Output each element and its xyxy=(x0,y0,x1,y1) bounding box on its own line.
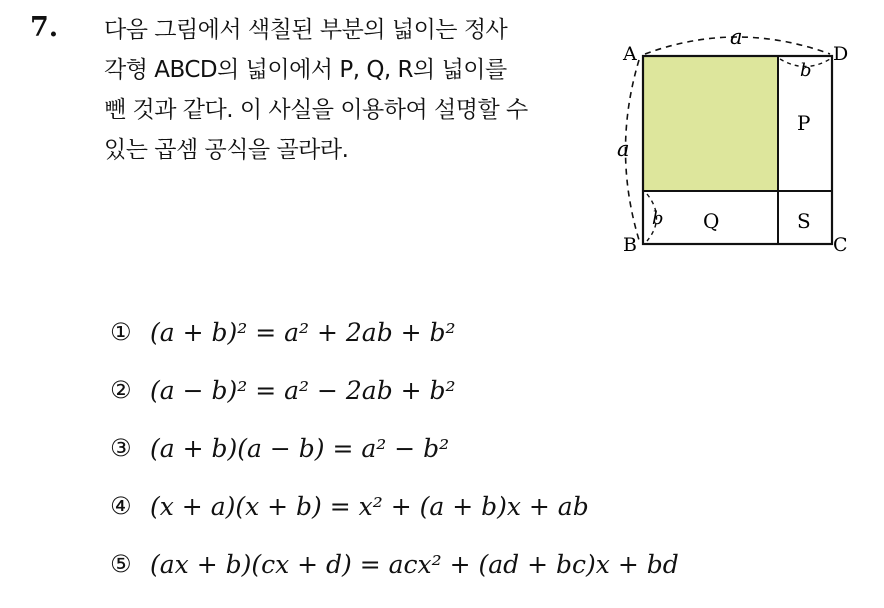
shaded-region xyxy=(643,56,778,191)
option-4[interactable] xyxy=(110,492,679,550)
vertex-a-label: A xyxy=(623,43,637,65)
option-1[interactable] xyxy=(110,318,679,376)
option-number: ① xyxy=(110,318,132,346)
option-5[interactable] xyxy=(110,550,679,608)
option-formula: (x + a)(x + b) = x² + (a + b)x + ab xyxy=(150,492,589,521)
option-3[interactable] xyxy=(110,434,679,492)
left-side-label: a xyxy=(617,137,630,161)
question-text xyxy=(104,10,594,170)
region-s-label: S xyxy=(797,209,811,233)
question-line: 뺀 것과 같다. 이 사실을 이용하여 설명할 수 xyxy=(104,97,528,123)
option-formula: (a + b)(a − b) = a² − b² xyxy=(150,434,450,463)
option-2[interactable] xyxy=(110,376,679,434)
option-number: ⑤ xyxy=(110,550,132,578)
question-line: 있는 곱셈 공식을 골라라. xyxy=(104,137,349,163)
square-diagram xyxy=(612,26,872,258)
question-line: 다음 그림에서 색칠된 부분의 넓이는 정사 xyxy=(104,17,508,43)
option-formula: (ax + b)(cx + d) = acx² + (ad + bc)x + bd xyxy=(150,550,679,579)
vertex-b-label: B xyxy=(623,234,637,256)
option-number: ③ xyxy=(110,434,132,462)
top-side-label: a xyxy=(730,26,743,49)
question-number: 7. xyxy=(30,12,59,43)
option-number: ② xyxy=(110,376,132,404)
region-q-label: Q xyxy=(703,209,720,233)
question-line: 각형 ABCD의 넓이에서 P, Q, R의 넓이를 xyxy=(104,57,507,83)
vertex-c-label: C xyxy=(833,234,848,256)
region-p-label: P xyxy=(797,111,811,135)
option-formula: (a + b)² = a² + 2ab + b² xyxy=(150,318,456,347)
option-formula: (a − b)² = a² − 2ab + b² xyxy=(150,376,456,405)
left-b-label: b xyxy=(652,208,664,229)
top-b-label: b xyxy=(800,60,812,81)
vertex-d-label: D xyxy=(833,43,849,65)
answer-options xyxy=(110,318,679,608)
option-number: ④ xyxy=(110,492,132,520)
